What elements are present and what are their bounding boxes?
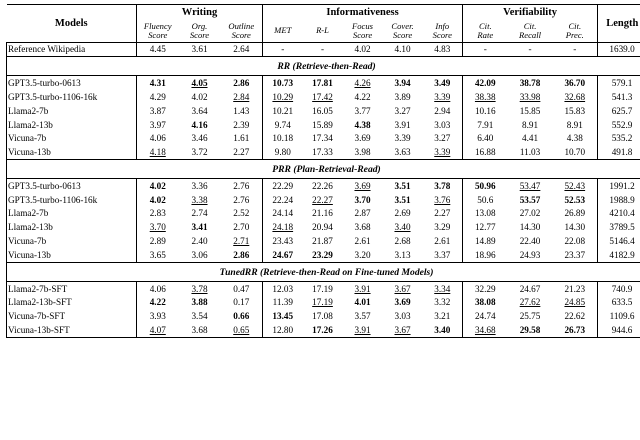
table-cell: 4.10 — [394, 44, 411, 55]
table-row — [7, 76, 640, 90]
table-cell: 10.29 — [272, 91, 294, 102]
table-cell: 3789.5 — [598, 220, 640, 234]
table-cell: 42.09 — [463, 76, 508, 90]
table-cell: - — [483, 44, 487, 55]
table-cell: 11.03 — [519, 147, 541, 158]
table-cell: 4.26 — [343, 76, 383, 90]
table-cell: 2.83 — [149, 208, 166, 219]
table-cell: 2.61 — [354, 236, 371, 247]
table-cell: 3.69 — [394, 297, 411, 308]
table-cell: 27.02 — [519, 208, 541, 219]
table-cell: 15.89 — [312, 119, 333, 130]
table-cell: 17.19 — [312, 297, 333, 308]
table-cell: 552.9 — [598, 118, 640, 132]
table-cell: 2.64 — [221, 42, 263, 57]
table-cell: 491.8 — [598, 145, 640, 159]
table-cell: 4.38 — [553, 131, 598, 145]
table-cell: 2.76 — [221, 193, 263, 207]
table-cell: 535.2 — [598, 131, 640, 145]
table-cell: 2.70 — [221, 220, 263, 234]
table-cell: 2.86 — [221, 76, 263, 90]
table-cell: 14.30 — [519, 222, 541, 233]
table-cell: 4.29 — [149, 91, 166, 102]
table-cell: 3.67 — [383, 281, 423, 295]
table-cell: 2.94 — [423, 104, 463, 118]
table-cell: 0.17 — [221, 295, 263, 309]
table-cell: 24.67 — [272, 249, 294, 260]
table-cell: 24.18 — [272, 222, 294, 233]
table-cell: 4.38 — [354, 119, 371, 130]
table-cell: 3.06 — [191, 249, 208, 260]
table-cell: 5146.4 — [598, 234, 640, 248]
row-model-name: Llama2-7b-SFT — [7, 281, 137, 295]
table-cell: 24.85 — [553, 295, 598, 309]
row-model-name: Llama2-13b — [7, 220, 137, 234]
table-cell: 3.57 — [354, 311, 371, 322]
table-cell: 2.39 — [221, 118, 263, 132]
table-cell: 1988.9 — [598, 193, 640, 207]
table-cell: 3.03 — [423, 118, 463, 132]
table-row — [7, 193, 640, 207]
row-model-name: Vicuna-13b-SFT — [7, 323, 137, 337]
table-cell: 14.89 — [474, 236, 496, 247]
table-cell: 22.29 — [263, 179, 303, 193]
table-cell: 3.91 — [394, 119, 411, 130]
table-cell: 2.27 — [221, 145, 263, 159]
table-cell: 3.51 — [394, 194, 411, 205]
table-cell: 625.7 — [598, 104, 640, 118]
table-cell: 25.75 — [519, 311, 541, 322]
table-cell: 3.97 — [149, 119, 166, 130]
table-cell: 24.14 — [272, 208, 294, 219]
table-cell: 3.51 — [383, 179, 423, 193]
table-cell: 17.19 — [303, 281, 343, 295]
table-cell: 2.87 — [354, 208, 371, 219]
table-cell: 4.83 — [423, 42, 463, 57]
table-cell: 3.91 — [343, 323, 383, 337]
row-model-name: Llama2-7b — [7, 207, 137, 221]
table-cell: 3.78 — [423, 179, 463, 193]
table-cell: 3.32 — [423, 295, 463, 309]
table-row — [7, 42, 640, 57]
table-cell: 3.20 — [354, 249, 371, 260]
table-cell: 740.9 — [598, 281, 640, 295]
section-title: PRR (Plan-Retrieval-Read) — [7, 160, 640, 179]
table-cell: 4.07 — [137, 323, 179, 337]
table-cell: 10.21 — [272, 105, 294, 116]
table-cell: 15.83 — [553, 104, 598, 118]
table-cell: 22.62 — [553, 309, 598, 323]
table-cell: 2.86 — [221, 248, 263, 262]
table-cell: 52.53 — [553, 193, 598, 207]
table-cell: 24.93 — [519, 249, 541, 260]
col-group-verifiability: Verifiability — [463, 5, 598, 21]
table-cell: 3.78 — [179, 281, 221, 295]
table-cell: 3.40 — [394, 222, 411, 233]
row-model-name: Vicuna-7b-SFT — [7, 309, 137, 323]
table-cell: 21.16 — [312, 208, 333, 219]
table-cell: 17.81 — [303, 76, 343, 90]
table-cell: 4.02 — [137, 179, 179, 193]
row-model-name: Vicuna-13b — [7, 248, 137, 262]
table-cell: 10.73 — [263, 76, 303, 90]
table-cell: 4.41 — [521, 133, 539, 144]
table-cell: 3.93 — [149, 311, 166, 322]
table-cell: 0.65 — [221, 323, 263, 337]
table-cell: 26.89 — [553, 207, 598, 221]
table-cell: 3.69 — [343, 179, 383, 193]
row-model-name: GPT3.5-turbo-1106-16k — [7, 90, 137, 104]
table-cell: 3.61 — [191, 44, 208, 55]
table-cell: 16.88 — [474, 147, 496, 158]
table-cell: 4.01 — [354, 297, 371, 308]
table-cell: 3.98 — [354, 147, 371, 158]
table-cell: 4.02 — [149, 194, 166, 205]
table-cell: 10.70 — [553, 145, 598, 159]
table-cell: 4.18 — [149, 147, 166, 158]
table-cell: 4.31 — [137, 76, 179, 90]
table-cell: 22.27 — [312, 194, 333, 205]
subhead-rl: R-L — [303, 20, 343, 42]
table-cell: 50.96 — [463, 179, 508, 193]
table-cell: 17.26 — [303, 323, 343, 337]
table-cell: 1109.6 — [598, 309, 640, 323]
subhead-cit-rate: Cit. Rate — [463, 20, 508, 42]
table-row — [7, 323, 640, 337]
table-cell: 3.54 — [191, 311, 208, 322]
table-row — [7, 118, 640, 132]
table-cell: 3.34 — [423, 281, 463, 295]
table-cell: 4.22 — [149, 297, 166, 308]
table-cell: - — [281, 44, 285, 55]
table-cell: 3.03 — [394, 311, 411, 322]
subhead-org: Org. Score — [179, 20, 221, 42]
table-cell: 38.08 — [474, 297, 496, 308]
table-cell: 24.74 — [474, 311, 496, 322]
table-cell: 8.91 — [553, 118, 598, 132]
table-cell: 3.13 — [394, 249, 411, 260]
table-cell: 8.91 — [521, 119, 539, 130]
table-row — [7, 90, 640, 104]
table-cell: 3.69 — [354, 133, 371, 144]
table-cell: 16.05 — [312, 105, 333, 116]
table-cell: 4.45 — [149, 44, 166, 55]
table-cell: 12.77 — [474, 222, 496, 233]
table-cell: 1.43 — [221, 104, 263, 118]
table-cell: 3.40 — [423, 323, 463, 337]
table-cell: 2.89 — [149, 236, 166, 247]
table-cell: 3.68 — [354, 222, 371, 233]
table-cell: 3.87 — [149, 105, 166, 116]
table-cell: 50.6 — [477, 194, 494, 205]
table-cell: 3.21 — [423, 309, 463, 323]
table-cell: 36.70 — [553, 76, 598, 90]
table-cell: 3.41 — [191, 222, 208, 233]
table-cell: 579.1 — [598, 76, 640, 90]
row-model-name: Vicuna-7b — [7, 234, 137, 248]
table-row — [7, 131, 640, 145]
table-cell: 2.76 — [221, 179, 263, 193]
table-cell: 29.58 — [508, 323, 553, 337]
row-model-name: GPT3.5-turbo-1106-16k — [7, 193, 137, 207]
section-title: TunedRR (Retrieve-then-Read on Fine-tuned Models) — [7, 262, 640, 281]
section-title: RR (Retrieve-then-Read) — [7, 57, 640, 76]
subhead-cit-prec: Cit. Prec. — [553, 20, 598, 42]
table-cell: 0.47 — [221, 281, 263, 295]
table-row — [7, 234, 640, 248]
table-cell: 3.38 — [191, 194, 208, 205]
table-cell: 21.23 — [553, 281, 598, 295]
table-row — [7, 179, 640, 193]
subhead-met: MET — [263, 20, 303, 42]
col-header-models: Models — [7, 5, 137, 43]
subhead-coverage: Cover. Score — [383, 20, 423, 42]
row-model-name: GPT3.5-turbo-0613 — [7, 179, 137, 193]
section-header-row — [7, 57, 640, 76]
table-row — [7, 104, 640, 118]
col-group-writing: Writing — [137, 5, 263, 21]
table-row — [7, 207, 640, 221]
table-cell: 2.61 — [423, 234, 463, 248]
table-cell: 3.27 — [394, 105, 411, 116]
table-cell: 7.91 — [477, 119, 494, 130]
table-cell: 3.65 — [149, 249, 166, 260]
table-cell: 944.6 — [598, 323, 640, 337]
table-row — [7, 281, 640, 295]
row-model-name: Llama2-13b-SFT — [7, 295, 137, 309]
table-cell: 14.30 — [553, 220, 598, 234]
table-cell: 2.71 — [221, 234, 263, 248]
row-model-name: Llama2-13b — [7, 118, 137, 132]
section-header-row — [7, 262, 640, 281]
table-cell: 4210.4 — [598, 207, 640, 221]
table-cell: 18.96 — [474, 249, 496, 260]
table-cell: 3.39 — [423, 90, 463, 104]
table-cell: 13.45 — [272, 311, 294, 322]
row-model-name: GPT3.5-turbo-0613 — [7, 76, 137, 90]
table-cell: 15.85 — [519, 105, 541, 116]
table-cell: 1991.2 — [598, 179, 640, 193]
table-cell: 2.74 — [191, 208, 208, 219]
table-cell: 22.40 — [519, 236, 541, 247]
table-cell: 17.08 — [312, 311, 333, 322]
table-cell: 23.37 — [553, 248, 598, 262]
table-row — [7, 145, 640, 159]
table-cell: 13.08 — [474, 208, 496, 219]
subhead-outline: Outline Score — [221, 20, 263, 42]
table-cell: 32.29 — [463, 281, 508, 295]
table-cell: 53.57 — [519, 194, 541, 205]
table-cell: 33.98 — [519, 91, 541, 102]
subhead-focus: Focus Score — [343, 20, 383, 42]
table-cell: 3.46 — [191, 133, 208, 144]
table-cell: 0.66 — [221, 309, 263, 323]
table-cell: 3.29 — [423, 220, 463, 234]
table-cell: 2.69 — [394, 208, 411, 219]
table-cell: 3.49 — [423, 76, 463, 90]
table-cell: 4.05 — [179, 76, 221, 90]
table-cell: 10.18 — [272, 133, 294, 144]
row-model-name: Reference Wikipedia — [7, 42, 137, 57]
table-cell: 12.03 — [263, 281, 303, 295]
table-cell: 9.80 — [274, 147, 291, 158]
table-cell: 2.27 — [423, 207, 463, 221]
subhead-cit-recall: Cit. Recall — [508, 20, 553, 42]
table-cell: 3.39 — [394, 133, 411, 144]
table-cell: 24.67 — [508, 281, 553, 295]
row-model-name: Llama2-7b — [7, 104, 137, 118]
table-cell: 3.37 — [423, 248, 463, 262]
table-cell: 1.61 — [221, 131, 263, 145]
table-cell: 3.76 — [423, 193, 463, 207]
table-cell: 3.36 — [179, 179, 221, 193]
table-cell: 3.77 — [354, 105, 371, 116]
table-cell: 4.16 — [191, 119, 208, 130]
table-cell: 38.38 — [474, 91, 496, 102]
table-row — [7, 220, 640, 234]
table-cell: 4.22 — [354, 91, 371, 102]
table-cell: 3.63 — [394, 147, 411, 158]
table-cell: 27.62 — [519, 297, 541, 308]
table-cell: 3.70 — [149, 222, 166, 233]
table-cell: 26.73 — [553, 323, 598, 337]
table-cell: 52.43 — [553, 179, 598, 193]
table-cell: 22.26 — [303, 179, 343, 193]
table-cell: 17.34 — [312, 133, 333, 144]
table-cell: 12.80 — [263, 323, 303, 337]
col-header-length: Length — [598, 5, 640, 43]
table-body — [7, 42, 640, 337]
table-cell: - — [320, 44, 325, 55]
section-header-row — [7, 160, 640, 179]
table-cell: 4182.9 — [598, 248, 640, 262]
table-cell: 3.91 — [343, 281, 383, 295]
table-cell: 10.16 — [474, 105, 496, 116]
table-cell: 17.42 — [312, 91, 333, 102]
table-cell: 53.47 — [508, 179, 553, 193]
table-cell: 3.89 — [394, 91, 411, 102]
table-cell: 3.72 — [191, 147, 208, 158]
table-row — [7, 309, 640, 323]
table-cell: 3.94 — [383, 76, 423, 90]
table-cell: - — [553, 42, 598, 57]
table-cell: 3.88 — [191, 297, 208, 308]
table-head — [7, 5, 640, 43]
table-cell: 21.87 — [312, 236, 333, 247]
row-model-name: Vicuna-13b — [7, 145, 137, 159]
table-cell: 4.06 — [137, 281, 179, 295]
table-cell: 20.94 — [312, 222, 333, 233]
table-cell: 22.08 — [553, 234, 598, 248]
table-cell: 2.40 — [191, 236, 208, 247]
col-group-informativeness: Informativeness — [263, 5, 463, 21]
table-cell: 4.02 — [354, 44, 371, 55]
subhead-info: Info Score — [423, 20, 463, 42]
table-cell: 4.06 — [149, 133, 166, 144]
table-cell: 3.67 — [383, 323, 423, 337]
table-cell: 32.68 — [553, 90, 598, 104]
table-cell: 633.5 — [598, 295, 640, 309]
table-cell: 541.3 — [598, 90, 640, 104]
table-cell: 23.43 — [272, 236, 294, 247]
group-header-row — [7, 5, 640, 21]
table-cell: 17.33 — [312, 147, 333, 158]
table-row — [7, 248, 640, 262]
table-cell: 3.64 — [191, 105, 208, 116]
table-cell: 11.39 — [272, 297, 293, 308]
results-table — [6, 4, 640, 338]
table-cell: - — [528, 44, 532, 55]
table-cell: 4.02 — [191, 91, 208, 102]
row-model-name: Vicuna-7b — [7, 131, 137, 145]
table-cell: 38.78 — [508, 76, 553, 90]
table-cell: 2.52 — [221, 207, 263, 221]
table-cell: 9.74 — [274, 119, 291, 130]
table-cell: 3.27 — [423, 131, 463, 145]
table-cell: 22.24 — [272, 194, 294, 205]
table-cell: 2.68 — [394, 236, 411, 247]
table-cell: 6.40 — [477, 133, 494, 144]
table-cell: 2.84 — [221, 90, 263, 104]
table-cell: 23.29 — [312, 249, 333, 260]
table-cell: 3.68 — [179, 323, 221, 337]
table-cell: 34.68 — [463, 323, 508, 337]
table-cell: 1639.0 — [598, 42, 640, 57]
table-cell: 3.39 — [423, 145, 463, 159]
table-cell: 3.70 — [354, 194, 371, 205]
subhead-fluency: Fluency Score — [137, 20, 179, 42]
table-row — [7, 295, 640, 309]
